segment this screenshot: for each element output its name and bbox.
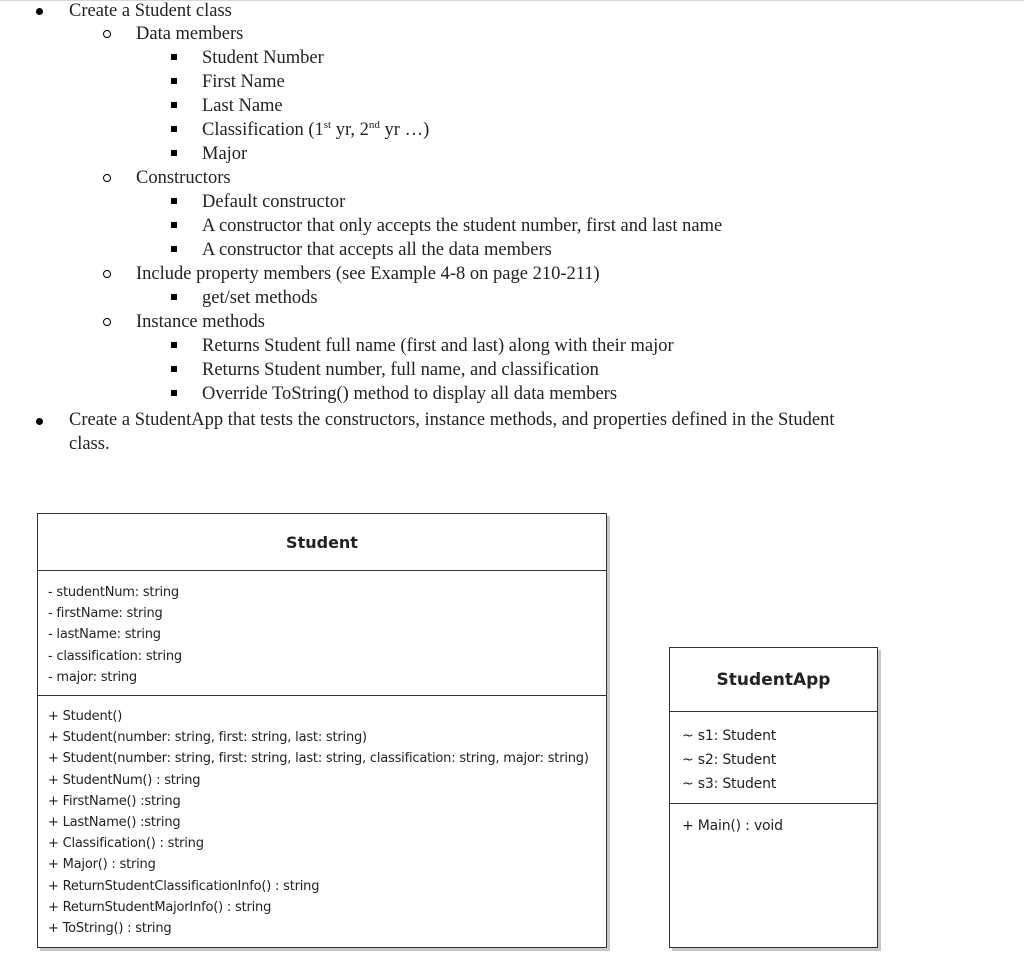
bullet-square	[171, 78, 177, 84]
list-item-classification: Classification (1st yr, 2nd yr …)	[202, 119, 430, 140]
bullet-square	[171, 102, 177, 108]
bullet-square	[171, 54, 177, 60]
uml-attribute: - major: string	[48, 669, 137, 685]
bullet-square	[171, 126, 177, 132]
uml-method: + LastName() :string	[48, 815, 181, 831]
bullet-circle	[103, 270, 111, 278]
uml-methods	[38, 696, 606, 939]
uml-method: + ToString() : string	[48, 921, 172, 937]
bullet-circle	[103, 30, 111, 38]
uml-attribute: ~ s1: Student	[682, 728, 777, 744]
list-item: Last Name	[202, 96, 283, 116]
list-item: Returns Student number, full name, and classification	[202, 360, 599, 380]
list-item-data-members: Data members	[136, 24, 244, 44]
bullet-square	[171, 246, 177, 252]
bullet-square	[171, 150, 177, 156]
uml-method: + StudentNum() : string	[48, 772, 201, 788]
uml-method: + Main() : void	[682, 818, 783, 834]
bullet-square	[171, 366, 177, 372]
bullet-square	[171, 294, 177, 300]
bullet-square	[171, 342, 177, 348]
list-item-constructors: Constructors	[136, 168, 231, 188]
uml-class-studentapp	[669, 647, 878, 948]
list-item-create-studentapp: Create a StudentApp that tests the constructors, instance methods, and properties defined in the Student	[69, 410, 835, 430]
list-item: Major	[202, 144, 248, 164]
uml-methods	[670, 804, 877, 838]
uml-method: + Major() : string	[48, 857, 156, 873]
list-item: Default constructor	[202, 192, 346, 212]
uml-attribute: - classification: string	[48, 648, 182, 664]
uml-class-name: StudentApp	[670, 648, 877, 712]
list-item: Override ToString() method to display all data members	[202, 384, 618, 404]
uml-method: + Classification() : string	[48, 836, 204, 852]
bullet-square	[171, 198, 177, 204]
uml-attributes	[670, 712, 877, 804]
list-item: A constructor that accepts all the data members	[202, 240, 552, 260]
uml-attribute: - studentNum: string	[48, 585, 179, 600]
list-item-instance-methods: Instance methods	[136, 312, 265, 332]
uml-method: + ReturnStudentMajorInfo() : string	[48, 899, 272, 915]
uml-class-student	[37, 513, 607, 948]
uml-attribute: - firstName: string	[48, 606, 163, 622]
bullet-square	[171, 390, 177, 396]
uml-method: + ReturnStudentClassificationInfo() : string	[48, 878, 320, 894]
list-item-properties: Include property members (see Example 4-8 on page 210-211)	[136, 264, 600, 284]
uml-method: + FirstName() :string	[48, 793, 181, 809]
uml-attribute: ~ s2: Student	[682, 752, 777, 768]
uml-method: + Student(number: string, first: string, last: string, classification: string, major: string)	[48, 751, 589, 767]
uml-attribute: - lastName: string	[48, 627, 161, 643]
bullet-dot	[36, 418, 43, 425]
uml-attribute: ~ s3: Student	[682, 776, 777, 792]
list-item: Returns Student full name (first and last) along with their major	[202, 336, 674, 356]
list-item-create-studentapp-cont: class.	[69, 434, 110, 454]
uml-attributes	[38, 571, 606, 696]
bullet-circle	[103, 174, 111, 182]
list-item: get/set methods	[202, 288, 318, 308]
uml-class-name: Student	[38, 514, 606, 571]
list-item: A constructor that only accepts the student number, first and last name	[202, 216, 723, 236]
uml-method: + Student(number: string, first: string, last: string)	[48, 730, 367, 746]
uml-method: + Student()	[48, 709, 123, 724]
bullet-square	[171, 222, 177, 228]
bullet-dot	[36, 8, 43, 15]
list-item-create-student: Create a Student class	[69, 1, 232, 21]
bullet-circle	[103, 318, 111, 326]
list-item: Student Number	[202, 48, 324, 68]
list-item: First Name	[202, 72, 285, 92]
